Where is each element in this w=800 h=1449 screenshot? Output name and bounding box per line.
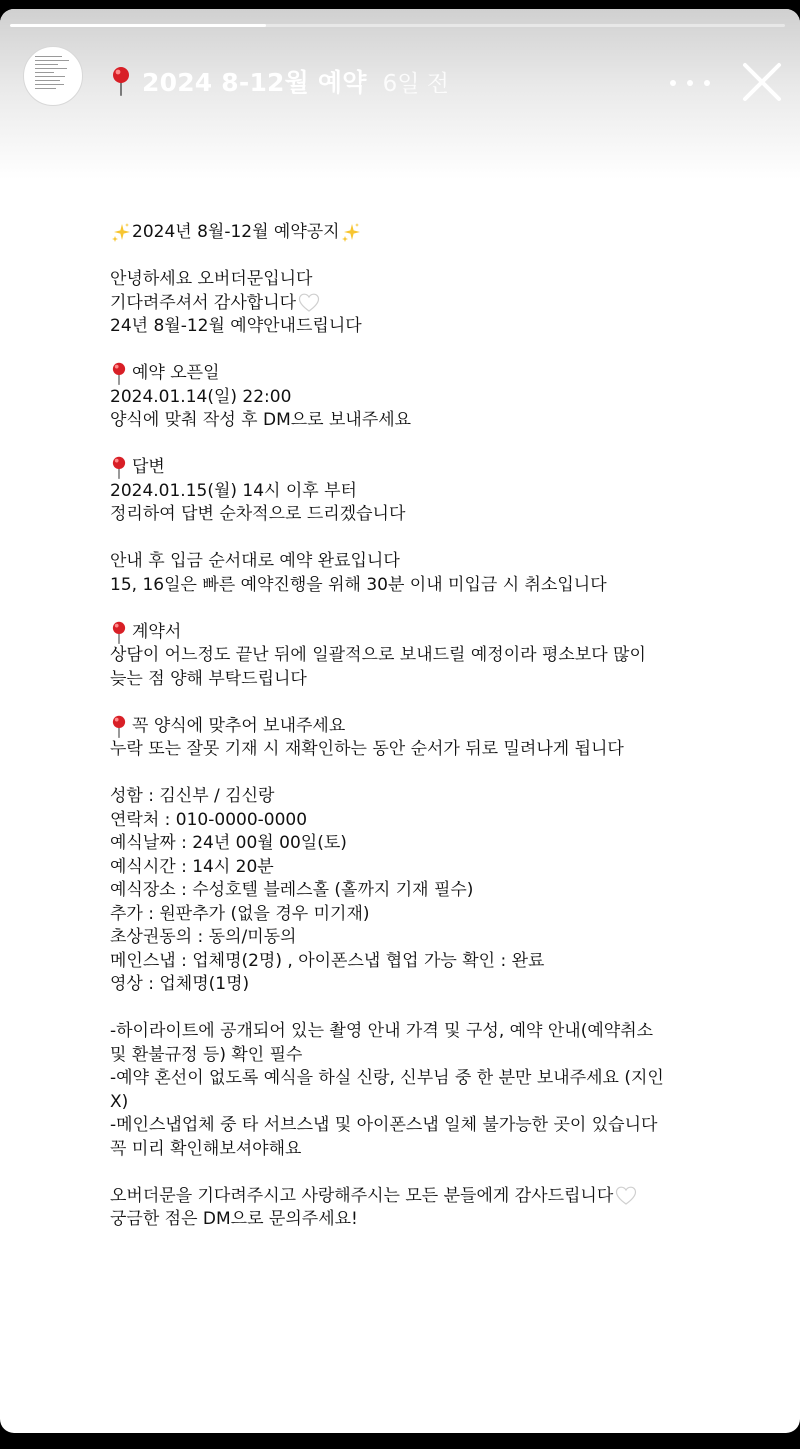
section-heading-open: 예약 오픈일: [110, 362, 770, 386]
form-field: 성함 : 김신부 / 김신랑: [110, 786, 275, 806]
section-line: 누락 또는 잘못 기재 시 재확인하는 동안 순서가 뒤로 밀려나게 됩니다: [110, 739, 624, 759]
section-line: 안내 후 입금 순서대로 예약 완료입니다: [110, 551, 400, 571]
section-line: 15, 16일은 빠른 예약진행을 위해 30분 이내 미입금 시 취소입니다: [110, 574, 607, 595]
round-pushpin-icon: [110, 362, 128, 385]
greeting-line: 안녕하세요 오버더문입니다: [110, 269, 313, 289]
section-heading-reply: 답변: [110, 456, 770, 480]
section-line: 2024.01.14(일) 22:00: [110, 386, 292, 407]
post-title: 2024년 8월-12월 예약공지: [132, 222, 340, 242]
round-pushpin-icon: [110, 66, 132, 96]
story-post-text: [110, 221, 770, 1232]
story-title[interactable]: 2024 8-12월 예약: [142, 68, 367, 97]
post-title-line: [110, 221, 770, 245]
avatar[interactable]: [23, 46, 83, 106]
section-heading-form: 꼭 양식에 맞추어 보내주세요: [110, 715, 770, 739]
close-icon[interactable]: [741, 61, 783, 103]
section-line: 정리하여 답변 순차적으로 드리겠습니다: [110, 504, 406, 524]
closing-line: 오버더문을 기다려주시고 사랑해주시는 모든 분들에게 감사드립니다: [110, 1185, 770, 1209]
story-timestamp: 6일 전: [382, 70, 449, 97]
story-progress-fill: [10, 24, 266, 27]
section-line: 상담이 어느정도 끝난 뒤에 일괄적으로 보내드릴 예정이라 평소보다 많이: [110, 645, 646, 665]
section-line: 양식에 맞춰 작성 후 DM으로 보내주세요: [110, 410, 412, 430]
more-horizontal-icon[interactable]: [670, 69, 710, 97]
section-line: 2024.01.15(월) 14시 이후 부터: [110, 480, 357, 501]
story-frame[interactable]: [0, 9, 800, 1433]
story-header: [110, 61, 449, 101]
white-heart-icon: [615, 1185, 637, 1207]
sparkles-icon: [110, 222, 132, 244]
form-field: 추가 : 원판추가 (없을 경우 미기재): [110, 903, 370, 924]
story-progress-bar: [10, 24, 785, 27]
round-pushpin-icon: [110, 621, 128, 644]
form-field: 초상권동의 : 동의/미동의: [110, 927, 297, 947]
white-heart-icon: [298, 292, 320, 314]
form-field: 연락처 : 010-0000-0000: [110, 809, 308, 830]
note-line: 및 환불규정 등) 확인 필수: [110, 1044, 303, 1065]
section-line: 늦는 점 양해 부탁드립니다: [110, 668, 307, 689]
avatar-thumbnail-text: [35, 56, 73, 92]
note-line: -예약 혼선이 없도록 예식을 하실 신랑, 신부님 중 한 분만 보내주세요 (지인: [110, 1068, 664, 1088]
note-line: X): [110, 1091, 129, 1112]
section-heading-contract: 계약서: [110, 621, 770, 645]
greeting-line: 기다려주셔서 감사합니다: [110, 292, 770, 316]
form-field: 예식시간 : 14시 20분: [110, 856, 274, 877]
form-field: 영상 : 업체명(1명): [110, 974, 250, 994]
closing-line: 궁금한 점은 DM으로 문의주세요!: [110, 1209, 358, 1229]
sparkles-icon: [340, 222, 362, 244]
note-line: 꼭 미리 확인해보셔야해요: [110, 1138, 302, 1159]
greeting-line: 24년 8월-12월 예약안내드립니다: [110, 316, 362, 336]
note-line: -하이라이트에 공개되어 있는 촬영 안내 가격 및 구성, 예약 안내(예약취소: [110, 1021, 654, 1041]
form-field: 메인스냅 : 업체명(2명) , 아이폰스냅 협업 가능 확인 : 완료: [110, 950, 545, 971]
note-line: -메인스냅업체 중 타 서브스냅 및 아이폰스냅 일체 불가능한 곳이 있습니다: [110, 1115, 658, 1135]
round-pushpin-icon: [110, 715, 128, 738]
form-field: 예식장소 : 수성호텔 블레스홀 (홀까지 기재 필수): [110, 880, 474, 900]
form-field: 예식날짜 : 24년 00월 00일(토): [110, 833, 347, 853]
round-pushpin-icon: [110, 456, 128, 479]
